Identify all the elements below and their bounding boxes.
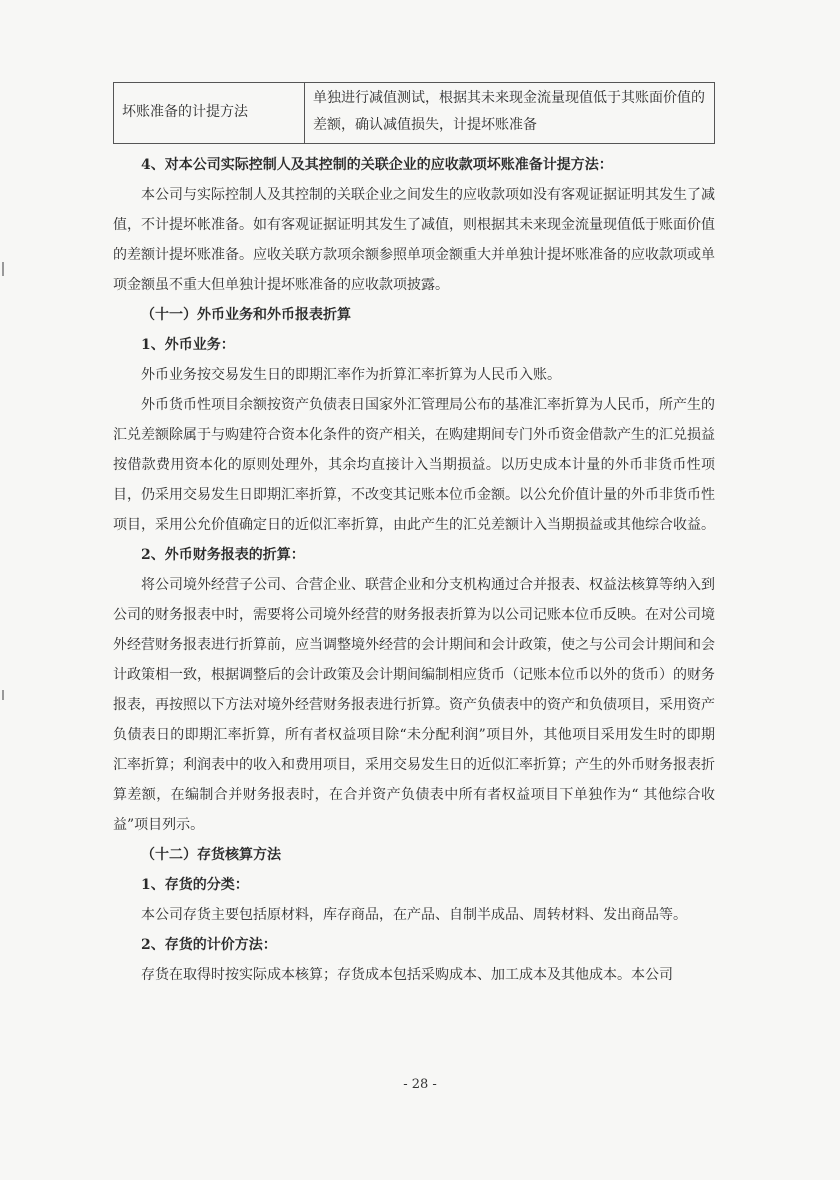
scan-edge-mark xyxy=(2,690,4,700)
table-row xyxy=(114,83,715,144)
paragraph: 外币业务按交易发生日的即期汇率作为折算汇率折算为人民币入账。 xyxy=(141,367,561,383)
paragraph: 存货在取得时按实际成本核算；存货成本包括采购成本、加工成本及其他成本。本公司 xyxy=(141,967,673,983)
paragraph: 将公司境外经营子公司、合营企业、联营企业和分支机构通过合并报表、权益法核算等纳入到公司的财务报表中时，需要将公司境外经营的财务报表折算为以公司记账本位币反映。在对公司境外经营财务报表进行折算前，应当调整境外经营的会计期间和会计政策，使之与公司会计期间和会计政策相一致，根据调整后的会计政策及会计期间编制相应货币（记账本位币以外的货币）的财务报表，再按照以下方法对境外经营财务报表进行折算。资产负债表中的资产和负债项目，采用资产负债表日的即期汇率折算，所有者权益项目除“未分配利润”项目外，其他项目采用发生时的即期汇率折算；利润表中的收入和费用项目，采用交易发生日的近似汇率折算；产生的外币财务报表折算差额，在编制合并财务报表时，在合并资产负债表中所有者权益项目下单独作为“ 其他综合收益”项目列示。 xyxy=(113,577,715,833)
subsection-heading: 1、存货的分类： xyxy=(141,877,249,893)
subsection-heading: 2、外币财务报表的折算： xyxy=(141,547,305,563)
subsection-heading: 2、存货的计价方法： xyxy=(141,937,277,953)
table-cell-label: 坏账准备的计提方法 xyxy=(114,83,305,144)
paragraph: 本公司与实际控制人及其控制的关联企业之间发生的应收款项如没有客观证据证明其发生了减值，不计提坏帐准备。如有客观证据证明其发生了减值，则根据其未来现金流量现值低于账面价值的差额计提坏账准备。应收关联方款项余额参照单项金额重大并单独计提坏账准备的应收款项或单项金额虽不重大但单独计提坏账准备的应收款项披露。 xyxy=(113,187,715,293)
table-cell-value: 单独进行减值测试，根据其未来现金流量现值低于其账面价值的差额，确认减值损失，计提坏账准备 xyxy=(305,83,715,144)
subsection-heading: 1、外币业务： xyxy=(141,337,235,353)
page-number: - 28 - xyxy=(403,1077,437,1092)
paragraph: 外币货币性项目余额按资产负债表日国家外汇管理局公布的基准汇率折算为人民币，所产生的汇兑差额除属于与购建符合资本化条件的资产相关，在购建期间专门外币资金借款产生的汇兑损益按借款费用资本化的原则处理外，其余均直接计入当期损益。以历史成本计量的外币非货币性项目，仍采用交易发生日即期汇率折算，不改变其记账本位币金额。以公允价值计量的外币非货币性项目，采用公允价值确定日的近似汇率折算，由此产生的汇兑差额计入当期损益或其他综合收益。 xyxy=(113,397,715,533)
paragraph: 本公司存货主要包括原材料，库存商品，在产品、自制半成品、周转材料、发出商品等。 xyxy=(141,907,687,923)
section-heading: 4、对本公司实际控制人及其控制的关联企业的应收款项坏账准备计提方法： xyxy=(141,157,613,173)
section-heading: （十二）存货核算方法 xyxy=(141,847,281,863)
page-content xyxy=(113,82,715,990)
scan-edge-mark xyxy=(2,262,4,276)
policy-table xyxy=(113,82,715,144)
section-heading: （十一）外币业务和外币报表折算 xyxy=(141,307,351,323)
